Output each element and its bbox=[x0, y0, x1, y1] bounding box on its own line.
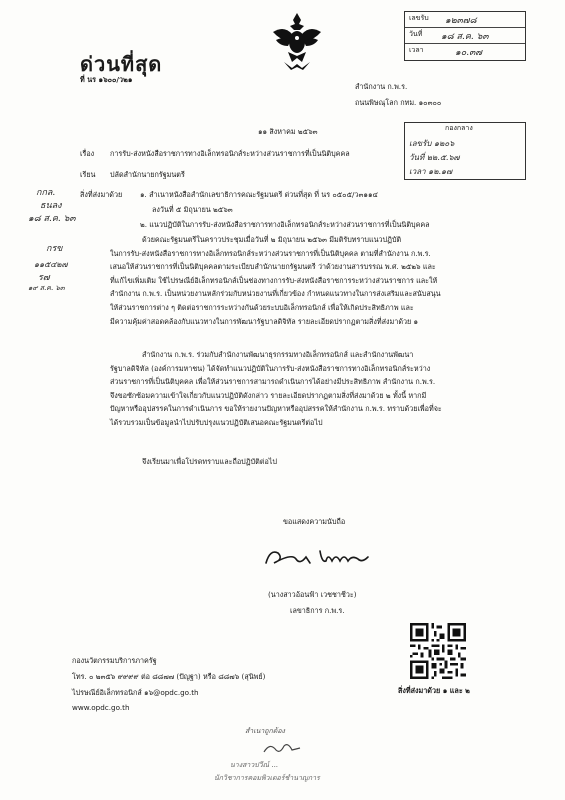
letter-date: ๑๑ สิงหาคม ๒๕๖๓ bbox=[258, 127, 318, 136]
body-paragraph-1 bbox=[110, 233, 441, 328]
para2-line: รัฐบาลดิจิทัล (องค์การมหาชน) ได้จัดทำแนวปฏิบัติในการรับ-ส่งหนังสือราชการทางอิเล็กทรอนิกส์ระหว่าง bbox=[110, 363, 431, 373]
body-paragraph-2 bbox=[110, 348, 442, 430]
division-stamp-date: วันที่ ๒๒.๕.๖๗ bbox=[409, 153, 460, 162]
stamp-label-time: เวลา bbox=[409, 46, 424, 54]
margin-note-1: กกล. bbox=[36, 188, 56, 198]
para2-line: ปัญหาหรืออุปสรรคในการดำเนินการ ขอให้รายงานปัญหาหรืออุปสรรคให้สำนักงาน ก.พ.ร. ทราบด้วยเพื่อที่จะ bbox=[110, 404, 442, 414]
closing-salutation: ขอแสดงความนับถือ bbox=[283, 517, 346, 526]
qr-code-icon[interactable] bbox=[410, 623, 466, 679]
stamp-label-no: เลขรับ bbox=[409, 14, 429, 22]
para1-line: ในการรับ-ส่งหนังสือราชการทางอิเล็กทรอนิกส์ระหว่างส่วนราชการที่เป็นนิติบุคคล ตามที่สำนักงาน ก.พ.ร. bbox=[110, 248, 431, 258]
para1-line: มีความคุ้มค่าสอดคล้องกับแนวทางในการพัฒนารัฐบาลดิจิทัล รายละเอียดปรากฏตามสิ่งที่ส่งมาด้วย ๑ bbox=[110, 316, 419, 326]
division-stamp-no: เลขรับ ๑๒๐๖ bbox=[409, 139, 455, 148]
para1-line: ให้ส่วนราชการต่าง ๆ ติดต่อราชการระหว่างกันด้วยระบบอิเล็กทรอนิกส์ เพื่อให้เกิดประสิทธิภาพ และ bbox=[110, 302, 414, 312]
para1-line: เสนอให้ส่วนราชการที่เป็นนิติบุคคลตามระเบียบสำนักนายกรัฐมนตรี ว่าด้วยงานสารบรรณ พ.ศ. ๒๕๒๖ และ bbox=[110, 262, 436, 272]
para1-line: สำนักงาน ก.พ.ร. เป็นหน่วยงานหลักร่วมกับหน่วยงานที่เกี่ยวข้อง กำหนดแนวทางในการส่งเสริมและสนับสนุน bbox=[110, 289, 441, 299]
footer-website: www.opdc.go.th bbox=[72, 703, 130, 712]
para1-line: ด้วยคณะรัฐมนตรีในคราวประชุมเมื่อวันที่ ๒ มิถุนายน ๒๕๖๓ มีมติรับทราบแนวปฏิบัติ bbox=[142, 235, 402, 244]
para1-line: ที่แก้ไขเพิ่มเติม ใช้ไปรษณีย์อิเล็กทรอนิกส์เป็นช่องทางการรับ-ส่งหนังสือราชการระหว่างส่วนราชการ และให้ bbox=[110, 275, 438, 285]
urgency-label: ด่วนที่สุด bbox=[80, 52, 163, 76]
attachment-item-1-date: ลงวันที่ ๕ มิถุนายน ๒๕๖๓ bbox=[152, 205, 233, 214]
subject-text: การรับ-ส่งหนังสือราชการทางอิเล็กทรอนิกส์ระหว่างส่วนราชการที่เป็นนิติบุคคล bbox=[110, 149, 350, 158]
margin-note-7: ๑๙ ส.ค. ๖๓ bbox=[28, 284, 65, 292]
stamp-label-date: วันที่ bbox=[409, 30, 423, 38]
stamp-value-time: ๑๐.๓๗ bbox=[455, 48, 482, 58]
qr-caption: สิ่งที่ส่งมาด้วย ๑ และ ๒ bbox=[398, 686, 470, 695]
para2-line: จึงขอซักซ้อมความเข้าใจเกี่ยวกับแนวปฏิบัติดังกล่าว รายละเอียดปรากฏตามสิ่งที่ส่งมาด้วย ๒ ทั้งนี้ หากมี bbox=[110, 390, 427, 400]
signature-image bbox=[262, 545, 382, 571]
certified-copy-signature bbox=[262, 740, 302, 756]
para2-line: ได้รวบรวมเป็นข้อมูลนำไปปรับปรุงแนวปฏิบัติเสนอคณะรัฐมนตรีต่อไป bbox=[110, 417, 323, 427]
margin-note-5: ๑๑๕๔๒๗ bbox=[34, 260, 68, 269]
receipt-stamp-top bbox=[404, 11, 526, 61]
stamp-value-date: ๑๘ ส.ค. ๖๓ bbox=[441, 32, 489, 42]
certified-copy-title: นักวิชาการคอมพิวเตอร์ชำนาญการ bbox=[214, 774, 320, 782]
signatory-title: เลขาธิการ ก.พ.ร. bbox=[290, 606, 345, 615]
office-name: สำนักงาน ก.พ.ร. bbox=[355, 82, 408, 91]
margin-note-6: ร๗ bbox=[38, 273, 50, 283]
footer-email: ไปรษณีย์อิเล็กทรอนิกส์ ๑๖@opdc.go.th bbox=[72, 688, 199, 697]
recipient-text: ปลัดสำนักนายกรัฐมนตรี bbox=[110, 170, 185, 179]
footer-department: กองนวัตกรรมบริการภาครัฐ bbox=[72, 656, 157, 665]
garuda-emblem-icon bbox=[270, 10, 324, 72]
para2-line: ส่วนราชการที่เป็นนิติบุคคล เพื่อให้ส่วนราชการสามารถดำเนินการได้อย่างมีประสิทธิภาพ สำนักงาน ก.พ.ร. bbox=[110, 377, 436, 387]
footer-phone: โทร. ๐ ๒๓๕๖ ๙๙๙๙ ต่อ ๘๘๗๗ (ปัญฐา) หรือ ๘๘๗๖ (สุนิพย์) bbox=[72, 672, 266, 681]
office-address: ถนนพิษณุโลก กทม. ๑๐๓๐๐ bbox=[355, 98, 442, 107]
margin-note-2: ธนลง bbox=[40, 201, 62, 211]
margin-note-3: ๑๘ ส.ค. ๖๓ bbox=[28, 214, 76, 224]
attachment-item-1: ๑. สำเนาหนังสือสำนักเลขาธิการคณะรัฐมนตรี ด่วนที่สุด ที่ นร ๐๕๐๕/ว๓๑๑๔ bbox=[140, 190, 378, 199]
attachment-item-2: ๒. แนวปฏิบัติในการรับ-ส่งหนังสือราชการทางอิเล็กทรอนิกส์ระหว่างส่วนราชการที่เป็นนิติบุคคล bbox=[140, 220, 430, 229]
division-stamp-title: กองกลาง bbox=[445, 124, 473, 132]
closing-request: จึงเรียนมาเพื่อโปรดทราบและถือปฏิบัติต่อไป bbox=[142, 457, 277, 466]
recipient-label: เรียน bbox=[80, 170, 96, 179]
subject-label: เรื่อง bbox=[80, 149, 95, 158]
receipt-stamp-division bbox=[404, 122, 526, 180]
para2-line: สำนักงาน ก.พ.ร. ร่วมกับสำนักงานพัฒนาธุรกรรมทางอิเล็กทรอนิกส์ และสำนักงานพัฒนา bbox=[142, 350, 414, 359]
signatory-name: (นางสาวอ้อนฟ้า เวชชาชีวะ) bbox=[268, 590, 357, 599]
margin-note-4: กรข bbox=[46, 244, 63, 254]
stamp-value-no: ๑๒๓๗๘ bbox=[445, 16, 477, 26]
doc-number: ที่ นร ๑๖๐๐/ว๒๑ bbox=[80, 75, 133, 84]
attachments-label: สิ่งที่ส่งมาด้วย bbox=[80, 190, 123, 199]
certified-copy-label: สำเนาถูกต้อง bbox=[245, 727, 285, 735]
division-stamp-time: เวลา ๑๒.๑๗ bbox=[409, 167, 453, 176]
certified-copy-name: นางสาวปวีณ์ ... bbox=[230, 761, 279, 769]
